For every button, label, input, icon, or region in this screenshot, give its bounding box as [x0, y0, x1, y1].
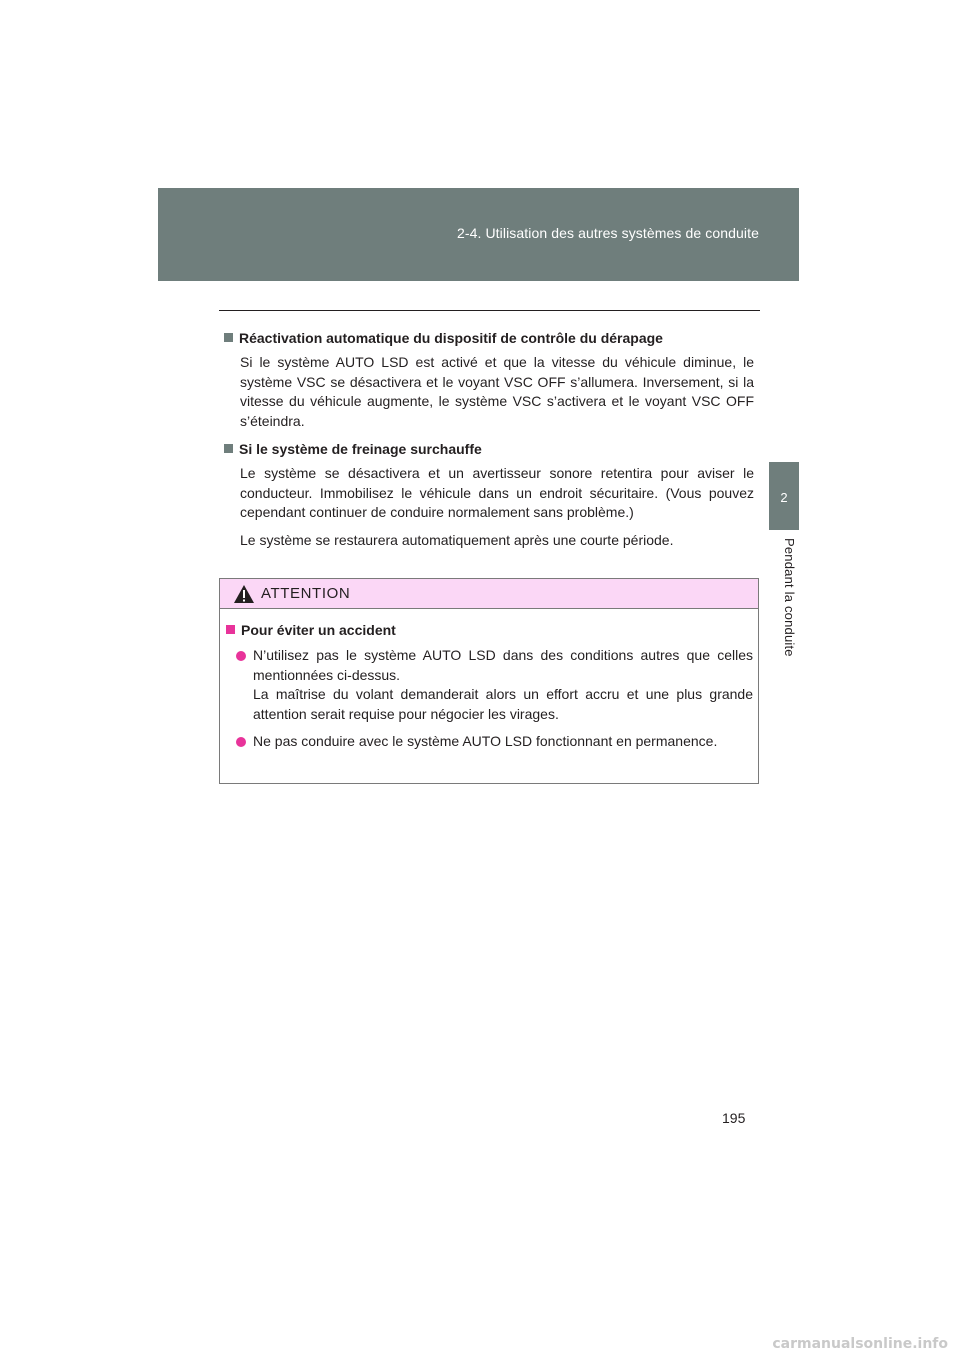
pink-dot-icon — [236, 737, 246, 747]
square-bullet-icon — [224, 444, 233, 453]
warning-bullet-text: Ne pas conduire avec le système AUTO LSD fonctionnant en permanence. — [253, 733, 718, 749]
header-side-tab — [769, 188, 799, 281]
warning-bullet-text — [253, 646, 753, 724]
pink-square-icon — [226, 625, 235, 634]
section-heading — [222, 328, 754, 348]
warning-bullet — [236, 732, 753, 752]
section-heading — [222, 439, 754, 459]
body-paragraph: Le système se restaurera automatiquement après une courte période. — [240, 531, 674, 548]
warning-triangle-icon — [233, 584, 255, 604]
chapter-header-band — [158, 188, 799, 281]
top-divider — [219, 310, 760, 311]
chapter-number: 2 — [780, 490, 788, 505]
pink-dot-icon — [236, 651, 246, 661]
section-header-title: 2-4. Utilisation des autres systèmes de conduite — [456, 225, 759, 241]
page-number: 195 — [722, 1110, 746, 1126]
warning-bullet — [236, 646, 753, 724]
chapter-side-label: Pendant la conduite — [782, 538, 797, 657]
warning-title — [226, 620, 753, 640]
square-bullet-icon — [224, 333, 233, 342]
section-heading-text: Si le système de freinage surchauffe — [239, 441, 482, 457]
warning-box — [219, 578, 759, 784]
warning-body — [220, 609, 758, 752]
section-heading-text: Réactivation automatique du dispositif de contrôle du dérapage — [239, 330, 663, 346]
warning-label: ATTENTION — [261, 585, 351, 602]
body-paragraph: Le système se désactivera et un avertisseur sonore retentira pour aviser le conducteur. Immobilisez le véhicule dans un endroit sécuritaire. (Vous pouvez cependant continuer de conduire normalement sans problème.) — [240, 465, 754, 520]
warning-bullet-line: N’utilisez pas le système AUTO LSD dans des conditions autres que celles mentionnées ci-dessus. — [253, 647, 753, 683]
watermark: carmanualsonline.info — [772, 1336, 948, 1352]
warning-bullet-line: La maîtrise du volant demanderait alors un effort accru et une plus grande attention serait requise pour négocier les virages. — [253, 686, 753, 722]
warning-title-text: Pour éviter un accident — [241, 622, 396, 638]
warning-header — [220, 579, 758, 609]
chapter-tab[interactable] — [769, 462, 799, 530]
main-content — [222, 325, 754, 558]
body-paragraph: Si le système AUTO LSD est activé et que la vitesse du véhicule diminue, le système VSC se désactivera et le voyant VSC OFF s’allumera. Inversement, si la vitesse du véhicule augmente, le système VSC s’activera et le voyant VSC OFF s’éteindra. — [240, 354, 754, 429]
